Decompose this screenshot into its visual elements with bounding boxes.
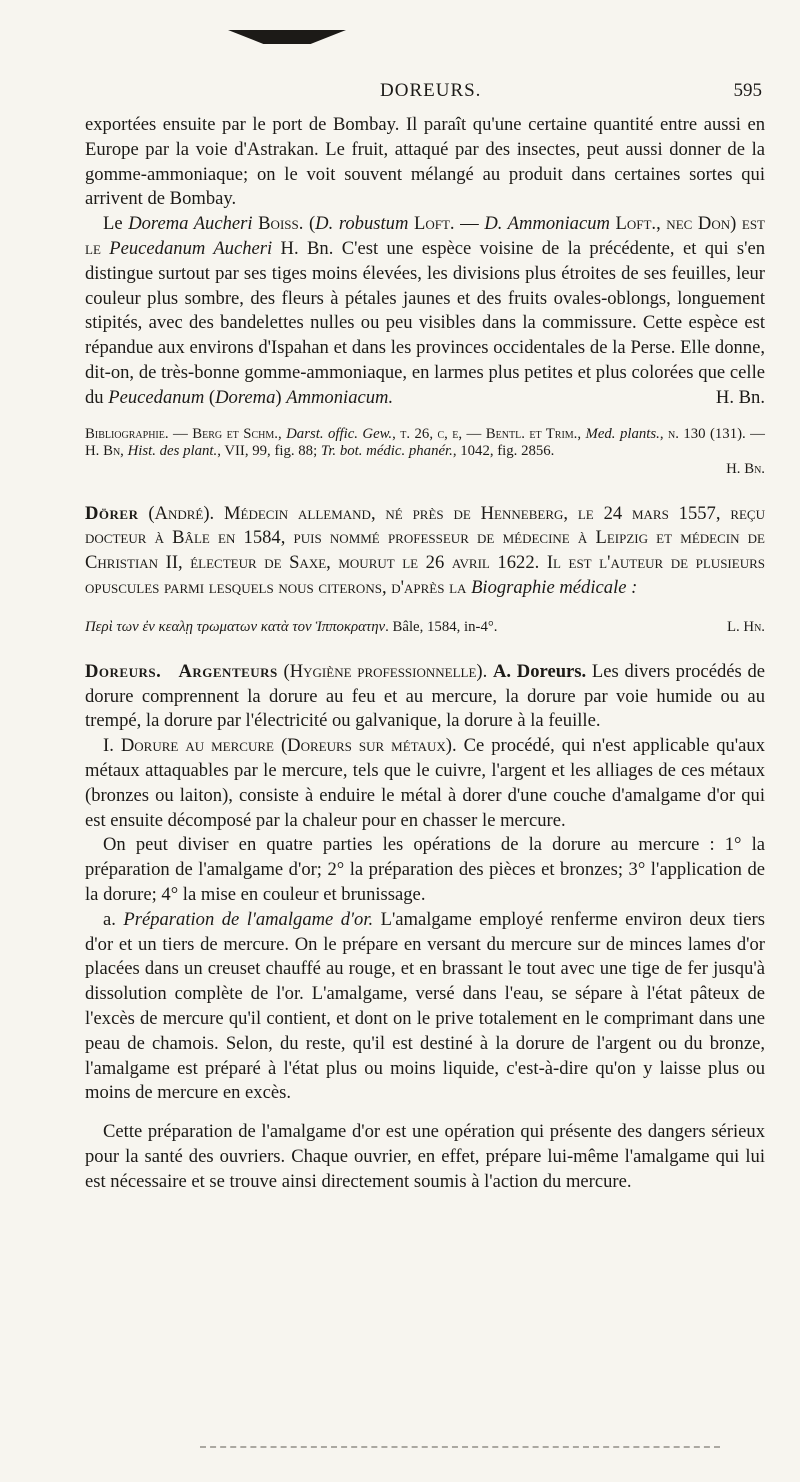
synonym: D. Ammoniacum	[484, 213, 610, 235]
subsection-heading: I. Dorure au mercure	[103, 735, 274, 757]
text: , n. 130 (131). — H. Bn,	[85, 425, 765, 460]
text: (André). Médecin allemand, né près de Henneberg, le 24 mars 1557, reçu docteur à Bâle en 1584, puis nommé professeur de médecine à Leipzig et médecin de Christian II, électeur de Saxe, mourut le 26 avril 1622. Il est l'auteur de plusieurs opuscules parmi lesquels nous citerons, d'après la	[85, 502, 765, 598]
text: (	[204, 386, 216, 408]
headword: Argenteurs	[178, 660, 278, 682]
text: Le	[103, 213, 129, 235]
text: , VII, 99, fig. 88;	[217, 443, 321, 460]
running-title: DOREURS.	[380, 80, 482, 101]
ref-title: Med. plants.	[585, 425, 660, 442]
text: H. Bn. C'est une espèce voisine de la précédente, et qui s'en distingue surtout par ses tiges moins élevées, les divisions plus étroites de ses feuilles, leur couleur plus sombre, des fleurs à pétales jaunes et des fruits ovales-oblongs, longuement stipités, avec des bandelettes nulles ou peu visibles dans la commissure. Cette espèce est répandue aux environs d'Ispahan et dans les provinces occidentales de la Perse. Elle donne, dit-on, de très-bonne gomme-ammoniaque, en larmes plus petites et plus colorées que celle du	[85, 237, 765, 408]
headword: Dörer	[85, 502, 139, 524]
bibliography	[85, 426, 765, 461]
greek-citation	[85, 619, 765, 636]
text: a.	[103, 908, 124, 930]
text: L'amalgame employé renferme environ deux tiers d'or et un tiers de mercure. On le prépare en versant du mercure sur de minces lames d'or placées dans un creuset chauffé au rouge, et en brassant le tout avec une tige de fer jusqu'à dissolution complète de l'or. L'amalgame, versé dans l'eau, se sépare à l'état pâteux de l'excès de mercure qu'il contient, et dont on le prive totalement en le comprimant dans une peau de chamois. Selon, du reste, qu'il est destiné à la dorure de l'argent ou du bronze, l'amalgame est préparé à l'état plus ou moins liquide, c'est-à-dire qu'on y laisse plus ou moins de mercure en excès.	[85, 908, 765, 1104]
text: Loft., nec Don) est le	[85, 213, 765, 259]
paragraph-dorure-mercure	[85, 734, 765, 833]
species-name: Peucedanum Aucheri	[109, 237, 273, 259]
paragraph-quatre-parties: On peut diviser en quatre parties les opérations de la dorure au mercure : 1° la préparation de l'amalgame d'or; 2° la préparation des pièces et bronzes; 3° l'application de la dorure; 4° la mise en couleur et brunissage.	[85, 834, 765, 905]
text: Les divers procédés de dorure comprennent la dorure au feu et au mercure, la dorure par voie humide ou au trempé, la dorure par l'électricité ou galvanique, la dorure à la feuille.	[85, 660, 766, 732]
text: Boiss. (	[252, 213, 316, 235]
bibliography-label: Bibliographie.	[85, 425, 169, 442]
text: )	[275, 386, 287, 408]
page-number: 595	[733, 80, 762, 101]
signature-text: H. Bn.	[726, 460, 765, 477]
genus-name: Dorema	[215, 386, 276, 408]
text: , t. 26, c, e, — Bentl. et Trim.,	[392, 425, 586, 442]
paragraph-dangers: Cette préparation de l'amalgame d'or est une opération qui présente des dangers sérieux pour la santé des ouvriers. Chaque ouvrier, en effet, prépare lui-même l'amalgame qui lui est nécessaire et se trouve ainsi directement soumis à l'action du mercure.	[85, 1121, 765, 1192]
subsection-heading: Préparation de l'amalgame d'or.	[123, 908, 374, 930]
text: . Ce procédé, qui n'est applicable qu'aux métaux attaquables par le mercure, tels que le cuivre, l'argent et les alliages de ces métaux (bronzes ou laiton), consiste à enduire le métal à dorer d'une couche d'amalgame d'or qui est ensuite décomposé par la chaleur pour en chasser le mercure.	[85, 735, 765, 831]
printer-mark	[228, 30, 346, 44]
ref-title: Hist. des plant.	[127, 443, 218, 460]
subtitle: (Hygiène professionnelle).	[277, 660, 493, 682]
section-heading: A. Doreurs.	[493, 660, 587, 682]
greek-title: Περὶ των ἐν κεαλῃ τρωματων κατὰ τον Ἱπποκρατην	[85, 618, 386, 635]
text: (Doreurs sur métaux)	[273, 735, 452, 757]
ref-title: Darst. offic. Gew.	[286, 425, 393, 442]
paragraph-amalgame	[85, 908, 765, 1106]
page-body	[85, 113, 765, 1194]
text: Loft. —	[408, 213, 485, 235]
paragraph-bombay: exportées ensuite par le port de Bombay. Il paraît qu'une certaine quantité entre aussi en Europe par la voie d'Astrakan. Le fruit, attaqué par des insectes, peut aussi donner de la gomme-ammoniaque; on le voit souvent mélangé au produit dans certaines sortes qui arrivent de Bombay.	[85, 114, 765, 210]
paragraph-dorema-aucheri	[85, 212, 765, 410]
species-epithet: Ammoniacum.	[286, 386, 394, 408]
text: . Bâle, 1584, in-4°.	[385, 618, 498, 635]
ref-title: Tr. bot. médic. phanér.	[320, 443, 453, 460]
species-name: Dorema Aucheri	[128, 213, 253, 235]
author-signature: L. Hn.	[726, 618, 765, 635]
author-signature	[85, 461, 765, 478]
entry-doreurs	[85, 660, 765, 734]
headword: Doreurs.	[85, 660, 162, 682]
text: , 1042, fig. 2856.	[452, 443, 555, 460]
running-header	[85, 80, 762, 104]
entry-dorer	[85, 502, 765, 601]
bottom-rule	[200, 1446, 720, 1448]
ref-title: Biographie médicale :	[471, 576, 638, 598]
author-signature: H. Bn.	[715, 386, 765, 408]
genus-name: Peucedanum	[108, 386, 205, 408]
text: — Berg et Schm.,	[168, 425, 287, 442]
synonym: D. robustum	[315, 213, 409, 235]
